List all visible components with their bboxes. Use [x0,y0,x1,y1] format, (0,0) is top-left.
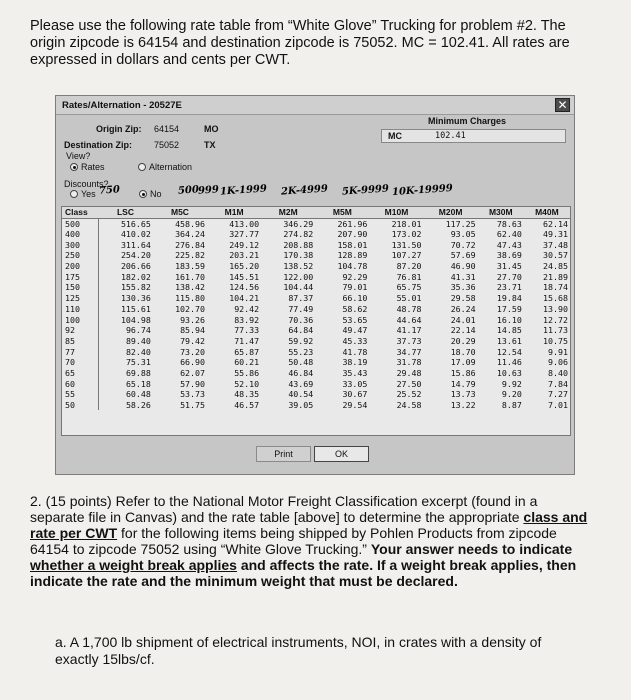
rate-cell: 276.84 [175,239,206,250]
rate-cell: 249.12 [229,239,260,250]
rate-cell: 66.10 [342,293,368,304]
radio-empty-icon [70,190,78,198]
column-header: M2M [261,207,315,218]
rate-cell: 50.48 [288,357,314,368]
rate-cell: 8.87 [501,400,522,411]
table-row[interactable] [62,325,570,336]
rate-cell: 41.31 [450,271,476,282]
rate-cell: 29.48 [396,367,422,378]
title-bar [56,96,574,115]
question-part: 2. (15 points) Refer to the National Motor Freight Classification excerpt (found in a separate file in Canvas) and the rate table [above] to determine the appropriate [30,493,538,525]
column-header: Class [62,207,98,218]
handwritten-note: 999 [197,184,220,197]
rate-cell: 10.63 [496,367,522,378]
rate-cell: 58.62 [342,303,368,314]
rate-cell: 49.31 [543,229,568,240]
rate-cell: 161.70 [175,271,206,282]
origin-zip-label: Origin Zip: [96,124,142,134]
rate-cell: 93.26 [180,314,206,325]
rate-cell: 71.47 [234,335,260,346]
minimum-charge-box [381,129,566,143]
rate-cell: 62.40 [496,229,522,240]
rate-cell: 115.80 [175,293,206,304]
discounts-label: Discounts? [64,179,109,189]
rate-cell: 117.25 [445,218,476,229]
ok-button[interactable]: OK [314,446,369,462]
rate-cell: 21.89 [543,271,568,282]
rate-cell: 458.96 [175,218,206,229]
rate-cell: 173.02 [391,229,422,240]
rate-cell: 76.81 [396,271,422,282]
rate-cell: 10.75 [543,335,568,346]
table-row[interactable] [62,229,570,240]
rate-cell: 17.09 [450,357,476,368]
origin-state: MO [204,124,219,134]
intro-text: Please use the following rate table from “White Glove” Trucking for problem #2. The origin zipcode is 64154 and destination zipcode is 75052. MC = 102.41. All rates are expressed in dollars and cents per CWT. [30,18,570,68]
class-cell: 70 [62,357,98,368]
rate-cell: 53.73 [180,389,206,400]
destination-zip-label: Destination Zip: [64,140,132,150]
rate-cell: 12.54 [496,346,522,357]
rate-cell: 158.01 [337,239,368,250]
column-header: M1M [207,207,261,218]
rate-cell: 46.90 [450,261,476,272]
table-row[interactable] [62,314,570,325]
rate-cell: 17.59 [496,303,522,314]
table-row[interactable] [62,336,570,347]
rate-cell: 62.14 [543,218,568,229]
rate-cell: 130.36 [120,293,151,304]
radio-selected-icon [70,163,78,171]
column-header: M40M [524,207,570,218]
rate-cell: 55.23 [288,346,314,357]
column-header: M5C [153,207,207,218]
rate-table [61,206,571,436]
handwritten-note: 5K-9999 [341,183,390,198]
rate-cell: 46.57 [234,400,260,411]
rate-cell: 128.89 [337,250,368,261]
discount-yes-radio[interactable] [70,189,96,199]
class-cell: 125 [62,293,98,304]
discount-yes-label: Yes [81,189,96,199]
rate-cell: 34.77 [396,346,422,357]
rate-cell: 9.91 [548,346,568,357]
rate-cell: 69.88 [125,367,151,378]
column-header: M5M [315,207,369,218]
rate-cell: 59.92 [288,335,314,346]
rate-cell: 413.00 [229,218,260,229]
rate-cell: 122.00 [283,271,314,282]
class-cell: 85 [62,336,98,347]
rate-cell: 96.74 [125,325,151,336]
rate-table-body [62,218,570,410]
minimum-charges-label: Minimum Charges [428,116,507,126]
alternation-radio-label: Alternation [149,162,193,172]
rate-cell: 138.52 [283,261,314,272]
rate-cell: 30.67 [342,389,368,400]
table-row[interactable] [62,368,570,379]
rate-cell: 70.36 [288,314,314,325]
rate-cell: 79.01 [342,282,368,293]
rate-cell: 43.69 [288,378,314,389]
class-cell: 150 [62,282,98,293]
rates-window [55,95,575,475]
rate-cell: 165.20 [229,261,260,272]
rate-cell: 13.90 [543,303,568,314]
rate-cell: 7.27 [548,389,568,400]
rate-cell: 48.35 [234,389,260,400]
rate-cell: 30.57 [543,250,568,261]
rate-cell: 57.90 [180,378,206,389]
class-cell: 77 [62,346,98,357]
sub-question-a: a. A 1,700 lb shipment of electrical instruments, NOI, in crates with a density of exactly 15lbs/cf. [55,634,542,667]
rate-cell: 29.54 [342,400,368,411]
rate-cell: 14.85 [496,325,522,336]
rate-cell: 92.29 [342,271,368,282]
rate-cell: 60.48 [125,389,151,400]
table-row[interactable] [62,304,570,315]
question-part: for the following items being shipped by Pohlen Products from zipcode 64154 to zipcode 75052 using “White Glove Trucking.” [30,525,557,557]
discount-no-radio[interactable] [139,189,162,199]
question-emphasis: class and rate per CWT [30,509,588,541]
rate-cell: 35.36 [450,282,476,293]
rate-cell: 138.42 [175,282,206,293]
table-row[interactable] [62,218,570,229]
column-header: M30M [478,207,524,218]
rate-cell: 70.72 [450,239,476,250]
rate-cell: 37.73 [396,335,422,346]
rate-cell: 35.43 [342,367,368,378]
rate-cell: 131.50 [391,239,422,250]
rate-cell: 25.52 [396,389,422,400]
origin-zip-field[interactable]: 64154 [154,124,180,134]
rate-cell: 107.27 [391,250,422,261]
rate-cell: 254.20 [120,250,151,261]
rate-cell: 24.85 [543,261,568,272]
rate-cell: 155.82 [120,282,151,293]
rate-cell: 48.78 [396,303,422,314]
rate-cell: 145.51 [229,271,260,282]
rate-cell: 44.64 [396,314,422,325]
rate-cell: 37.48 [543,239,568,250]
rate-cell: 124.56 [229,282,260,293]
rate-cell: 87.37 [288,293,314,304]
rate-cell: 85.94 [180,325,206,336]
rate-cell: 41.78 [342,346,368,357]
rate-cell: 40.54 [288,389,314,400]
table-row[interactable] [62,400,570,411]
column-header: M20M [424,207,478,218]
print-button[interactable]: Print [256,446,311,462]
handwritten-note: 1K-1999 [219,183,268,198]
mc-label: MC [388,131,402,141]
rate-cell: 183.59 [175,261,206,272]
rate-cell: 29.58 [450,293,476,304]
rate-cell: 83.92 [234,314,260,325]
rate-cell: 104.78 [337,261,368,272]
class-cell: 55 [62,389,98,400]
radio-empty-icon [138,163,146,171]
rate-cell: 65.87 [234,346,260,357]
rate-cell: 170.38 [283,250,314,261]
rate-cell: 66.90 [180,357,206,368]
rate-cell: 218.01 [391,218,422,229]
rates-radio-label: Rates [81,162,105,172]
rate-cell: 77.49 [288,303,314,314]
rate-cell: 27.50 [396,378,422,389]
rate-cell: 225.82 [175,250,206,261]
handwritten-note: 2K-4999 [280,183,329,198]
rate-cell: 203.21 [229,250,260,261]
table-row[interactable] [62,378,570,389]
rate-cell: 26.24 [450,303,476,314]
rate-cell: 274.82 [283,229,314,240]
rate-cell: 78.63 [496,218,522,229]
rate-cell: 13.73 [450,389,476,400]
class-cell: 500 [62,218,98,229]
rate-cell: 41.17 [396,325,422,336]
rate-cell: 208.88 [283,239,314,250]
table-row[interactable] [62,282,570,293]
rate-cell: 23.71 [496,282,522,293]
rate-cell: 65.75 [396,282,422,293]
question-text [30,493,595,589]
rate-cell: 9.92 [501,378,522,389]
rate-cell: 93.05 [450,229,476,240]
rate-cell: 55.86 [234,367,260,378]
rate-cell: 261.96 [337,218,368,229]
rate-cell: 102.70 [175,303,206,314]
rate-cell: 53.65 [342,314,368,325]
rate-cell: 47.43 [496,239,522,250]
rate-cell: 22.14 [450,325,476,336]
rate-cell: 31.78 [396,357,422,368]
class-cell: 400 [62,229,98,240]
window-title: Rates/Alternation - 20527E [62,100,182,111]
rate-cell: 7.01 [548,400,568,411]
discount-no-label: No [150,189,162,199]
rate-cell: 82.40 [125,346,151,357]
table-row[interactable] [62,346,570,357]
table-row[interactable] [62,357,570,368]
rate-cell: 62.07 [180,367,206,378]
table-row[interactable] [62,239,570,250]
rate-cell: 18.74 [543,282,568,293]
rate-cell: 104.44 [283,282,314,293]
table-row[interactable] [62,271,570,282]
column-header: M10M [369,207,423,218]
view-label: View? [66,151,91,161]
rate-cell: 327.77 [229,229,260,240]
class-cell: 200 [62,261,98,272]
rate-cell: 13.61 [496,335,522,346]
rate-cell: 7.84 [548,378,568,389]
class-cell: 250 [62,250,98,261]
class-cell: 175 [62,271,98,282]
close-icon[interactable]: ✕ [555,98,570,112]
rate-cell: 65.18 [125,378,151,389]
rate-cell: 14.79 [450,378,476,389]
rate-cell: 38.69 [496,250,522,261]
handwritten-note: 750 [98,184,121,197]
rate-cell: 77.33 [234,325,260,336]
handwritten-note: 500 [177,184,200,197]
rate-cell: 38.19 [342,357,368,368]
rate-cell: 15.68 [543,293,568,304]
rate-cell: 516.65 [120,218,151,229]
class-cell: 50 [62,400,98,411]
rate-cell: 20.29 [450,335,476,346]
rate-cell: 11.46 [496,357,522,368]
rate-cell: 12.72 [543,314,568,325]
rate-cell: 104.21 [229,293,260,304]
rate-cell: 8.40 [548,367,568,378]
rate-cell: 207.90 [337,229,368,240]
rate-cell: 9.06 [548,357,568,368]
rate-cell: 16.10 [496,314,522,325]
destination-state: TX [204,140,216,150]
rate-cell: 24.01 [450,314,476,325]
mc-value: 102.41 [435,131,466,141]
rate-cell: 55.01 [396,293,422,304]
class-cell: 60 [62,378,98,389]
class-cell: 65 [62,368,98,379]
rate-cell: 87.20 [396,261,422,272]
rate-cell: 13.22 [450,400,476,411]
question-emphasis: whether a weight break applies [30,557,237,573]
rates-radio[interactable] [70,162,105,172]
rate-cell: 64.84 [288,325,314,336]
rate-cell: 73.20 [180,346,206,357]
rate-cell: 104.98 [120,314,151,325]
table-row[interactable] [62,389,570,400]
rate-cell: 9.20 [501,389,522,400]
rate-cell: 51.75 [180,400,206,411]
rate-cell: 60.21 [234,357,260,368]
question-bold: and affects the rate. If a weight break applies, then indicate the rate and the minimum weight that must be declared. [30,557,577,589]
rate-cell: 79.42 [180,335,206,346]
rate-cell: 92.42 [234,303,260,314]
rate-cell: 115.61 [120,303,151,314]
rate-cell: 11.73 [543,325,568,336]
rate-cell: 33.05 [342,378,368,389]
rate-cell: 206.66 [120,261,151,272]
rate-cell: 75.31 [125,357,151,368]
class-cell: 92 [62,325,98,336]
rate-cell: 89.40 [125,335,151,346]
rate-cell: 57.69 [450,250,476,261]
question-bold: Your answer needs to indicate [370,541,573,557]
rate-cell: 52.10 [234,378,260,389]
class-cell: 110 [62,304,98,315]
rate-cell: 49.47 [342,325,368,336]
rate-cell: 18.70 [450,346,476,357]
table-row[interactable] [62,250,570,261]
alternation-radio[interactable] [138,162,192,172]
rate-cell: 410.02 [120,229,151,240]
rate-cell: 346.29 [283,218,314,229]
rate-cell: 45.33 [342,335,368,346]
handwritten-note: 10K-19999 [391,182,454,199]
table-header-row [62,207,570,218]
radio-selected-icon [139,190,147,198]
column-header: LSC [98,207,153,218]
rate-cell: 46.84 [288,367,314,378]
rate-cell: 19.84 [496,293,522,304]
rate-cell: 58.26 [125,400,151,411]
class-cell: 300 [62,239,98,250]
rate-cell: 27.70 [496,271,522,282]
rate-cell: 31.45 [496,261,522,272]
rate-cell: 311.64 [120,239,151,250]
rate-cell: 364.24 [175,229,206,240]
class-cell: 100 [62,314,98,325]
rate-cell: 182.02 [120,271,151,282]
rate-cell: 15.86 [450,367,476,378]
table-row[interactable] [62,261,570,272]
table-row[interactable] [62,293,570,304]
rate-cell: 24.58 [396,400,422,411]
destination-zip-field[interactable]: 75052 [154,140,180,150]
rate-cell: 39.05 [288,400,314,411]
